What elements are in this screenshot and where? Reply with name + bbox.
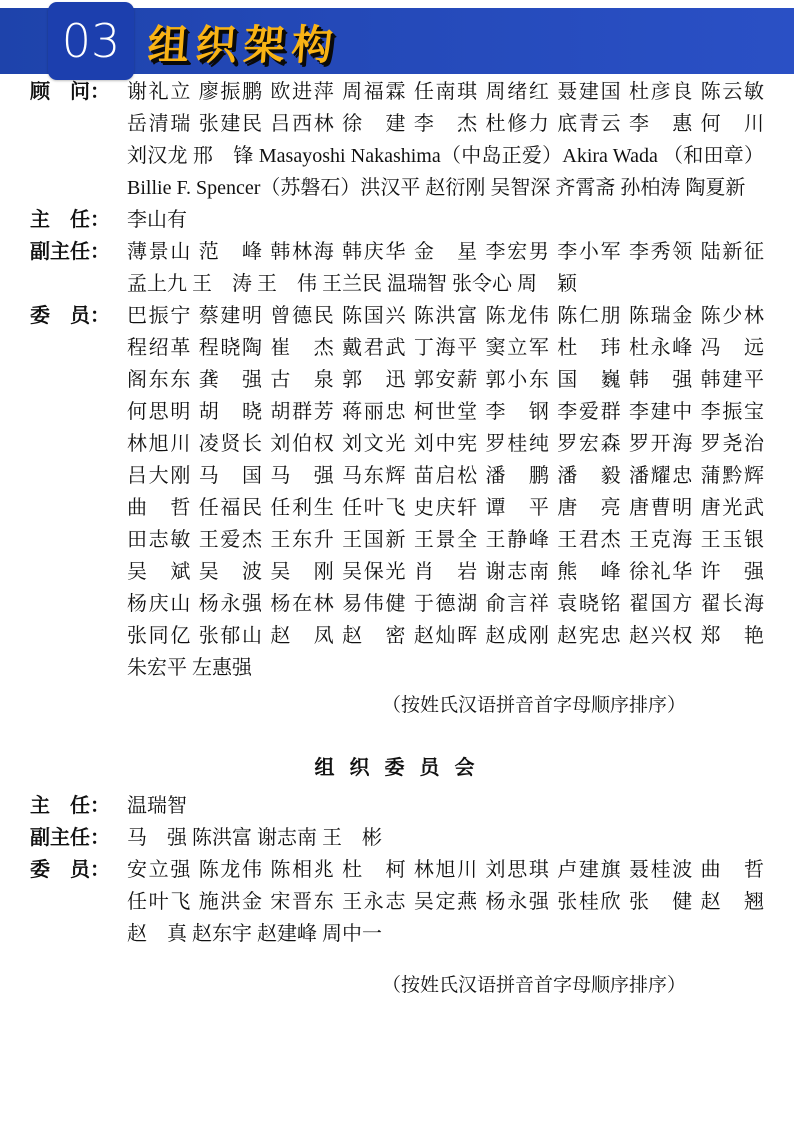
member-line: 曲 哲 任福民 任利生 任叶飞 史庆轩 谭 平 唐 亮 唐曹明 唐光武 [127, 497, 764, 519]
member-line: 巴振宁 蔡建明 曾德民 陈国兴 陈洪富 陈龙伟 陈仁朋 陈瑞金 陈少林 [127, 305, 764, 327]
section-title: 组织架构 [146, 20, 342, 69]
member-line: 安立强 陈龙伟 陈相兆 杜 柯 林旭川 刘思琪 卢建旗 聂桂波 曲 哲 [127, 859, 764, 881]
vice-director-line: 孟上九 王 涛 王 伟 王兰民 温瑞智 张令心 周 颖 [127, 273, 577, 295]
member-line: 何思明 胡 晓 胡群芳 蒋丽忠 柯世堂 李 钢 李爱群 李建中 李振宝 [127, 401, 764, 423]
member-line: 程绍革 程晓陶 崔 杰 戴君武 丁海平 窦立军 杜 玮 杜永峰 冯 远 [127, 337, 764, 359]
member-line: 林旭川 凌贤长 刘伯权 刘文光 刘中宪 罗桂纯 罗宏森 罗开海 罗尧治 [127, 433, 764, 455]
member-names [127, 854, 764, 950]
member-line: 田志敏 王爱杰 王东升 王国新 王景全 王静峰 王君杰 王克海 王玉银 [127, 529, 764, 551]
member-line: 吴 斌 吴 波 吴 刚 吴保光 肖 岩 谢志南 熊 峰 徐礼华 许 强 [127, 561, 764, 583]
director-names [127, 790, 764, 822]
section-number-badge [48, 2, 134, 80]
member-names [127, 300, 764, 684]
org-vice-row [30, 822, 764, 854]
member-line: 杨庆山 杨永强 杨在林 易伟健 于德湖 俞言祥 袁晓铭 翟国方 翟长海 [127, 593, 764, 615]
vice-director-names [127, 236, 764, 300]
advisor-row [30, 76, 764, 204]
advisor-line: 岳清瑞 张建民 吕西林 徐 建 李 杰 杜修力 底青云 李 惠 何 川 [127, 113, 764, 135]
advisor-line: Billie F. Spencer（苏磐石）洪汉平 赵衍刚 吴智深 齐霄斋 孙柏涛 陶夏新 [127, 177, 746, 199]
academic-director-row [30, 204, 764, 236]
advisor-label: 顾 问： [30, 81, 110, 103]
member-line: 吕大刚 马 国 马 强 马东辉 苗启松 潘 鹏 潘 毅 潘耀忠 蒲黔辉 [127, 465, 764, 487]
vice-director-label: 副主任： [30, 827, 110, 849]
organizing-committee-title: 组 织 委 员 会 [314, 757, 480, 779]
member-line: 阁东东 龚 强 古 泉 郭 迅 郭安薪 郭小东 国 巍 韩 强 韩建平 [127, 369, 764, 391]
director-name: 温瑞智 [127, 795, 187, 817]
vice-director-names [127, 822, 764, 854]
director-label: 主 任： [30, 209, 110, 231]
academic-member-row [30, 300, 764, 684]
advisor-line: 刘汉龙 邢 锋 Masayoshi Nakashima（中岛正爱）Akira Wada （和田章） [127, 145, 764, 167]
member-line: 张同亿 张郁山 赵 凤 赵 密 赵灿晖 赵成刚 赵宪忠 赵兴权 郑 艳 [127, 625, 764, 647]
org-member-row [30, 854, 764, 950]
director-name: 李山有 [127, 209, 187, 231]
director-names [127, 204, 764, 236]
vice-director-label: 副主任： [30, 241, 110, 263]
member-label: 委 员： [30, 859, 110, 881]
academic-sort-note: （按姓氏汉语拼音首字母顺序排序） [381, 695, 686, 716]
page-header [0, 0, 794, 82]
academic-vice-row [30, 236, 764, 300]
member-line: 任叶飞 施洪金 宋晋东 王永志 吴定燕 杨永强 张桂欣 张 健 赵 翘 [127, 891, 764, 913]
director-label: 主 任： [30, 795, 110, 817]
vice-director-line: 马 强 陈洪富 谢志南 王 彬 [127, 827, 382, 849]
member-line: 赵 真 赵东宇 赵建峰 周中一 [127, 923, 382, 945]
member-label: 委 员： [30, 305, 110, 327]
section-number: 03 [61, 14, 121, 68]
org-director-row [30, 790, 764, 822]
member-line: 朱宏平 左惠强 [127, 657, 252, 679]
vice-director-line: 薄景山 范 峰 韩林海 韩庆华 金 星 李宏男 李小军 李秀领 陆新征 [127, 241, 764, 263]
org-sort-note: （按姓氏汉语拼音首字母顺序排序） [381, 975, 686, 996]
advisor-line: 谢礼立 廖振鹏 欧进萍 周福霖 任南琪 周绪红 聂建国 杜彦良 陈云敏 [127, 81, 764, 103]
advisor-names [127, 76, 764, 204]
